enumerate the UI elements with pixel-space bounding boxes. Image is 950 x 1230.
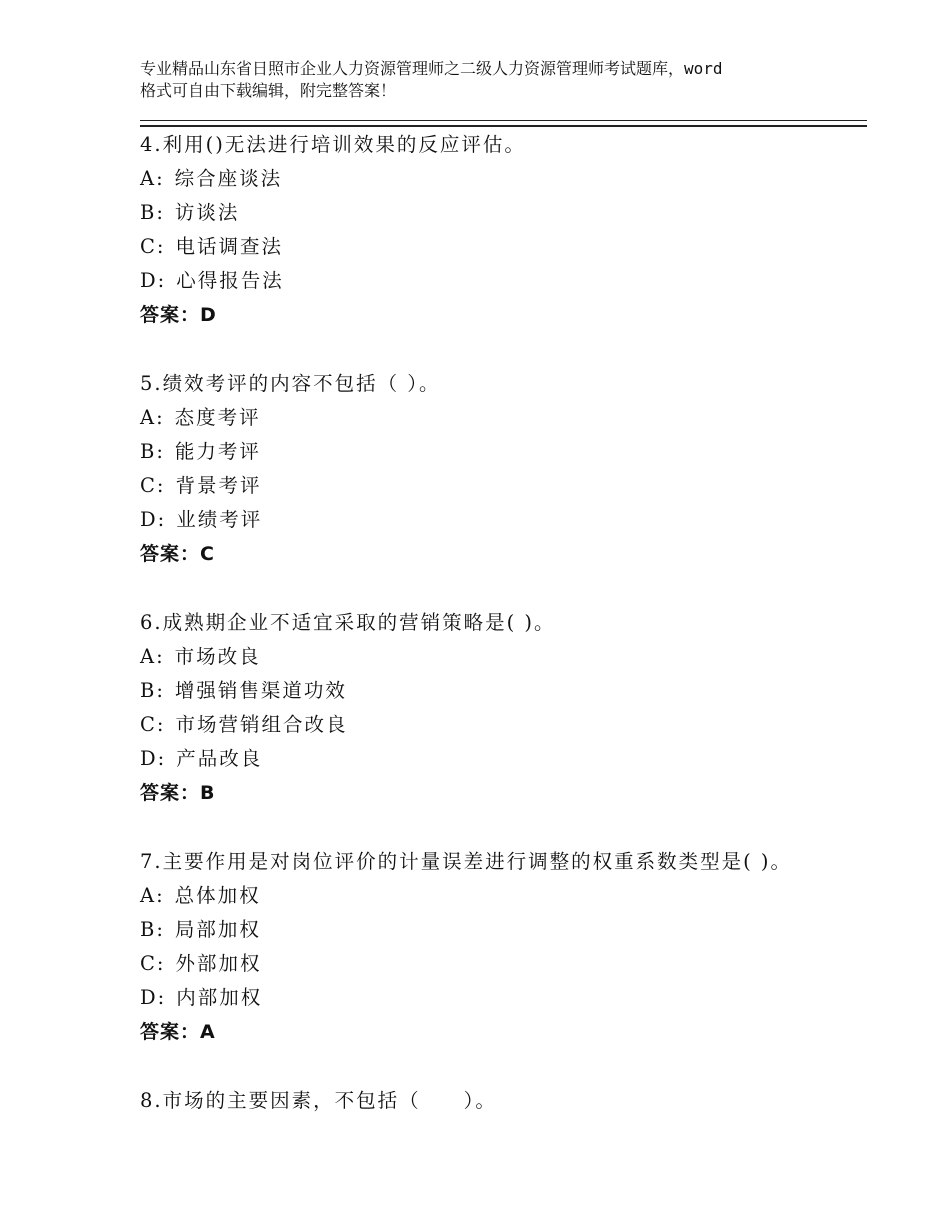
option-text: 增强销售渠道功效 — [174, 679, 347, 702]
option-letter: A: — [140, 406, 165, 429]
option-text: 市场营销组合改良 — [175, 713, 348, 736]
option-letter: D: — [140, 747, 167, 770]
option-text: 业绩考评 — [176, 508, 263, 531]
option-text: 电话调查法 — [175, 235, 284, 258]
answer-line: 答案：B — [140, 782, 216, 804]
option-c — [140, 708, 867, 742]
option-d — [140, 503, 867, 537]
option-b — [140, 674, 867, 708]
option-letter: A: — [140, 167, 165, 190]
option-letter: D: — [140, 986, 167, 1009]
option-letter: D: — [140, 508, 167, 531]
option-a — [140, 401, 867, 435]
option-letter: B: — [140, 918, 165, 941]
question-stem: 5.绩效考评的内容不包括（ ）。 — [140, 372, 441, 395]
question-stem: 4.利用()无法进行培训效果的反应评估。 — [140, 133, 526, 156]
question-stem: 8.市场的主要因素，不包括（ ）。 — [140, 1089, 497, 1112]
option-text: 综合座谈法 — [174, 167, 283, 190]
option-text: 产品改良 — [176, 747, 263, 770]
question-stem: 6.成熟期企业不适宜采取的营销策略是( )。 — [140, 611, 556, 634]
answer-line: 答案：C — [140, 543, 215, 565]
question-8 — [140, 1084, 867, 1118]
answer-line: 答案：A — [140, 1021, 216, 1043]
option-letter: C: — [140, 952, 166, 975]
option-d — [140, 981, 867, 1015]
question-stem: 7.主要作用是对岗位评价的计量误差进行调整的权重系数类型是( )。 — [140, 850, 793, 873]
option-letter: C: — [140, 713, 166, 736]
option-letter: B: — [140, 440, 165, 463]
option-text: 能力考评 — [174, 440, 261, 463]
option-text: 内部加权 — [176, 986, 263, 1009]
option-c — [140, 469, 867, 503]
option-text: 外部加权 — [175, 952, 262, 975]
header-divider — [140, 120, 867, 127]
option-text: 市场改良 — [174, 645, 261, 668]
option-letter: A: — [140, 884, 165, 907]
option-a — [140, 640, 867, 674]
question-4 — [140, 128, 867, 332]
option-letter: B: — [140, 201, 165, 224]
option-a — [140, 162, 867, 196]
option-text: 访谈法 — [174, 201, 240, 224]
header-line-2: 格式可自由下载编辑，附完整答案！ — [140, 81, 397, 100]
document-header — [140, 58, 840, 102]
option-b — [140, 196, 867, 230]
option-b — [140, 435, 867, 469]
option-b — [140, 913, 867, 947]
question-7 — [140, 845, 867, 1049]
option-text: 局部加权 — [174, 918, 261, 941]
option-a — [140, 879, 867, 913]
option-text: 总体加权 — [174, 884, 261, 907]
option-d — [140, 742, 867, 776]
option-letter: B: — [140, 679, 165, 702]
option-letter: A: — [140, 645, 165, 668]
option-c — [140, 230, 867, 264]
option-c — [140, 947, 867, 981]
option-text: 态度考评 — [174, 406, 261, 429]
option-letter: C: — [140, 474, 166, 497]
question-5 — [140, 367, 867, 571]
option-d — [140, 264, 867, 298]
option-letter: C: — [140, 235, 166, 258]
question-list — [140, 128, 867, 1153]
option-letter: D: — [140, 269, 167, 292]
option-text: 背景考评 — [175, 474, 262, 497]
option-text: 心得报告法 — [176, 269, 284, 292]
header-line-1: 专业精品山东省日照市企业人力资源管理师之二级人力资源管理师考试题库，word — [140, 59, 723, 78]
answer-line: 答案：D — [140, 304, 217, 326]
question-6 — [140, 606, 867, 810]
